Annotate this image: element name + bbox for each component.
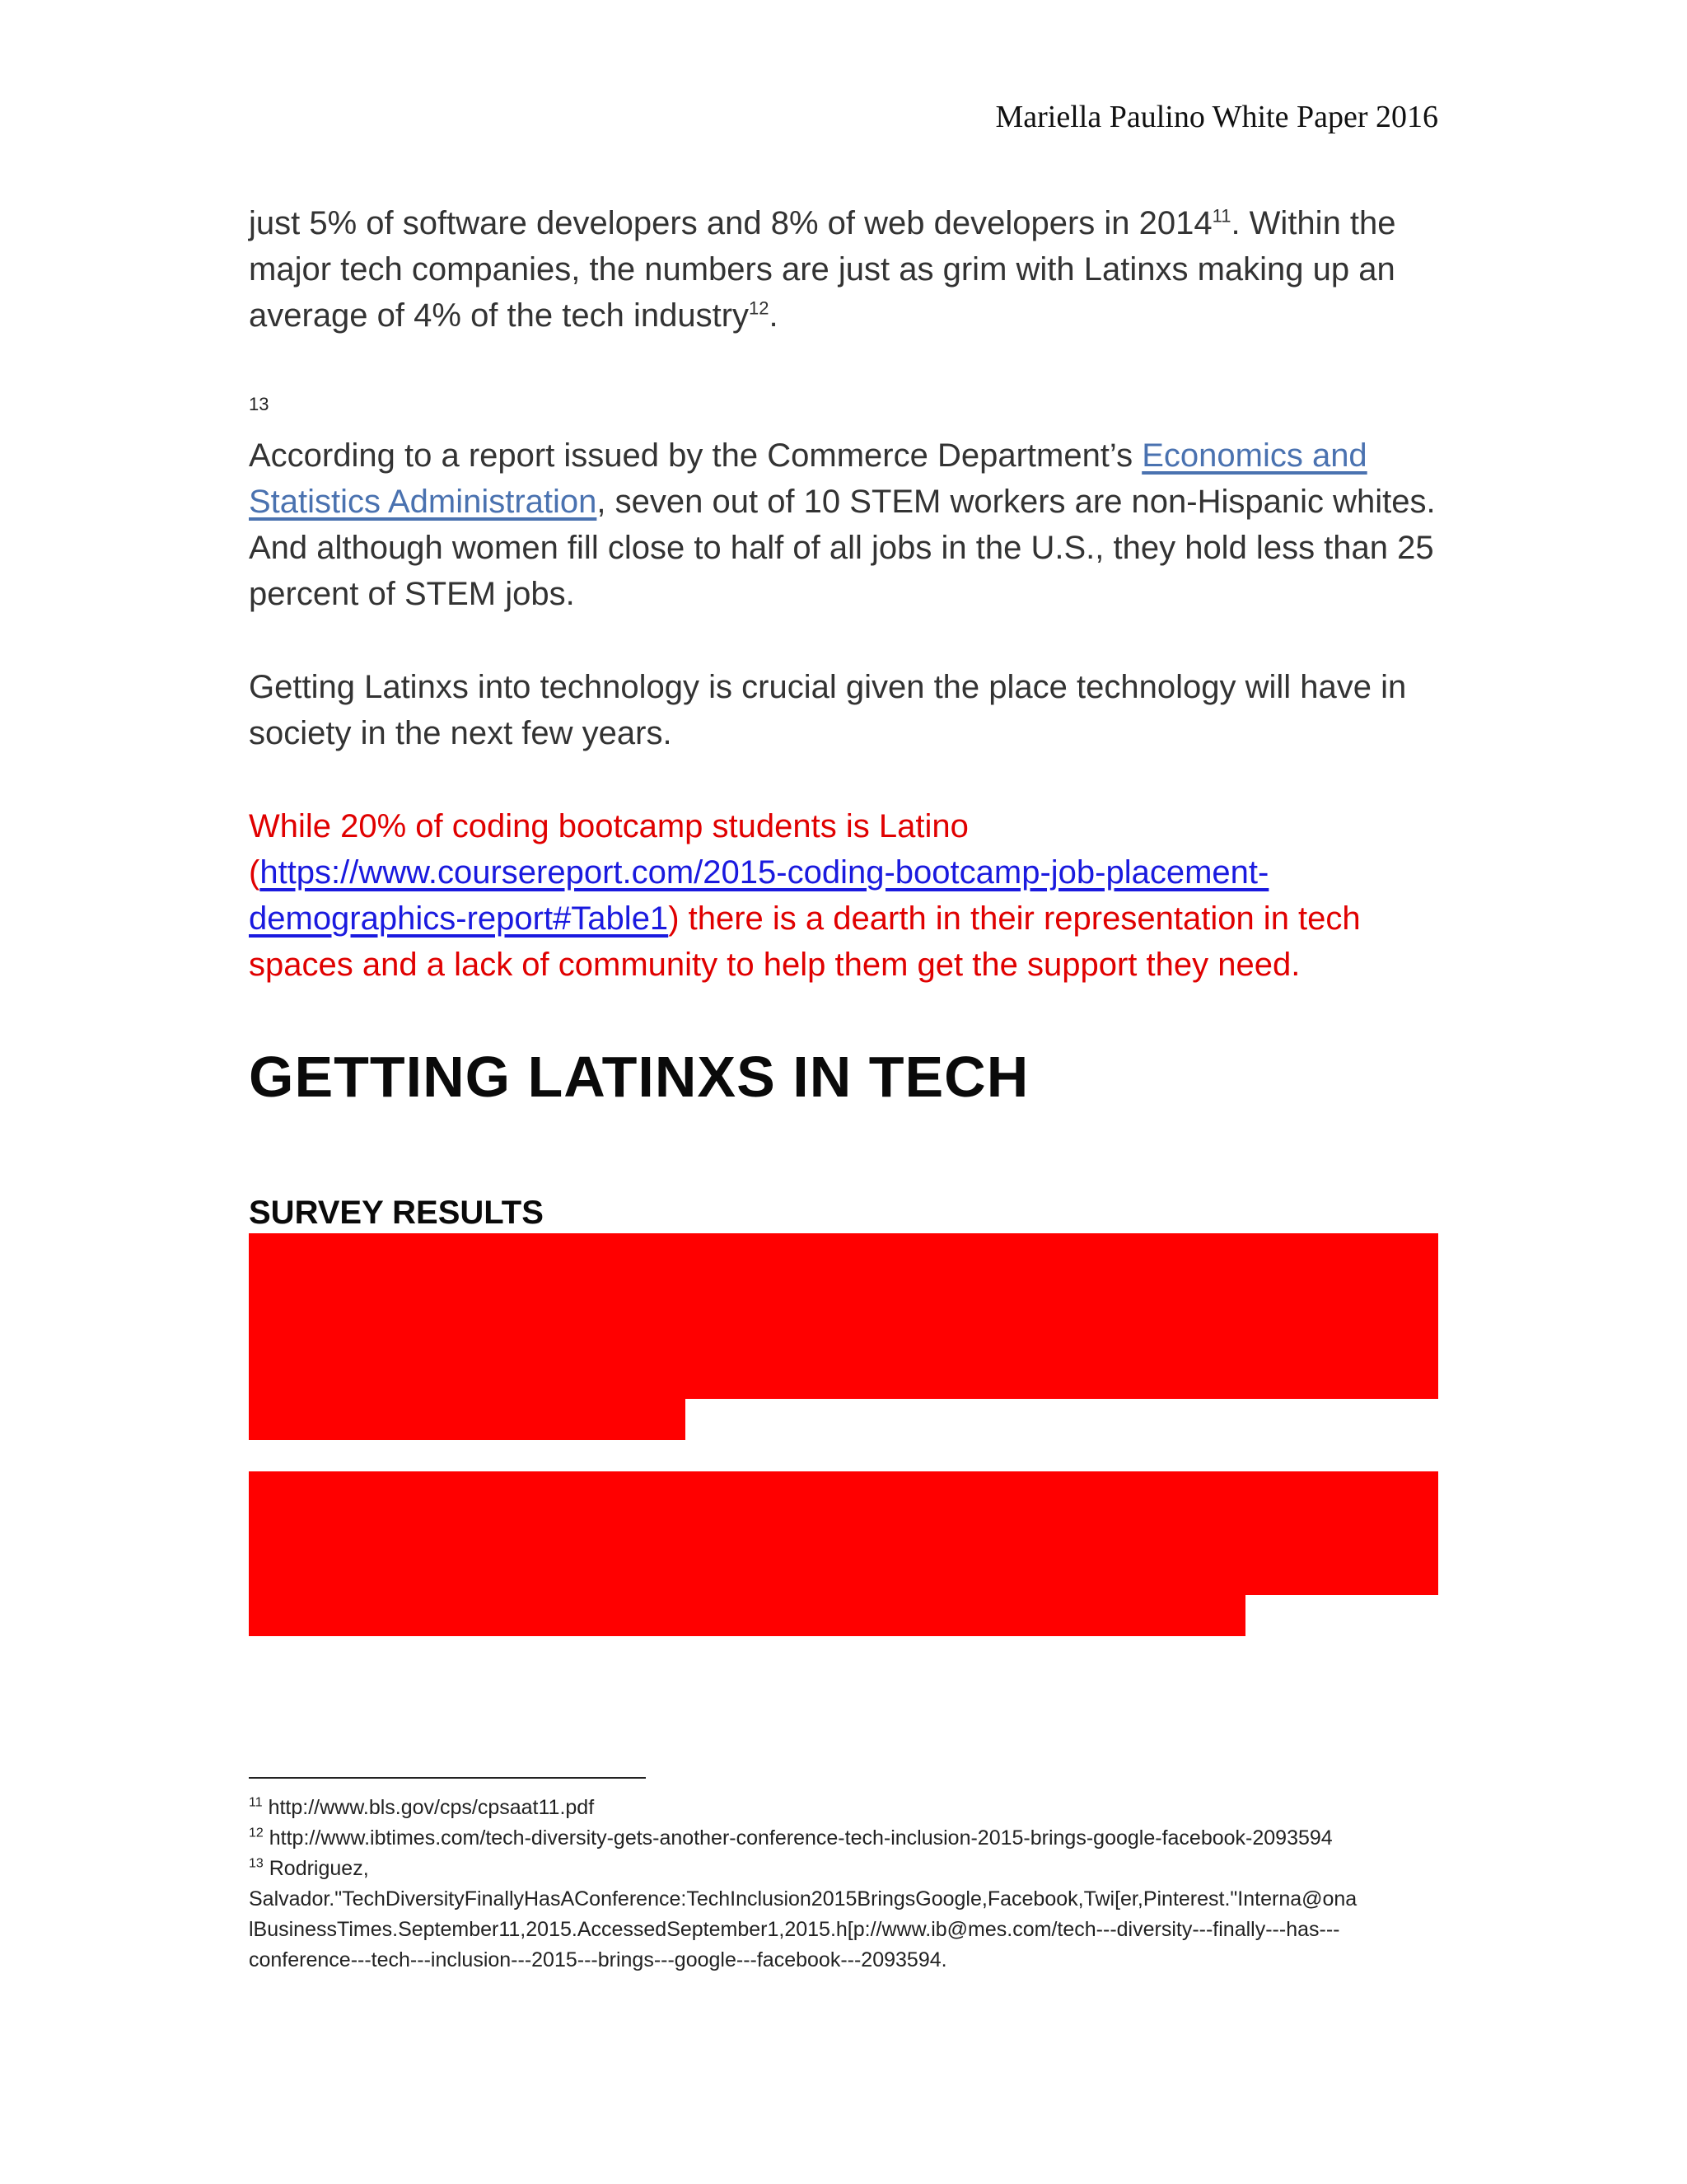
footnote-url[interactable]: http://www.bls.gov/cps/cpsaat11.pdf	[268, 1796, 595, 1819]
paragraph-latinx-stats	[249, 200, 1438, 339]
footnote-text: Rodriguez,	[269, 1857, 369, 1880]
paragraph-text: ) there is a dearth in their representation in tech spaces and a lack of community to help them get the support they need.	[249, 900, 1361, 983]
paragraph-text: . Within the major tech companies, the numbers are just as grim with Latinxs making up an average of 4% of the tech industry	[249, 205, 1396, 334]
paragraph-text: , seven out of 10 STEM workers are non-Hispanic whites. And although women fill close to half of all jobs in the U.S., they hold less than 25 percent of STEM jobs.	[249, 484, 1436, 612]
paragraph-text: While 20% of coding bootcamp students is Latino (	[249, 808, 969, 891]
footnote-number: 13	[249, 1856, 264, 1871]
footnote-number: 11	[249, 1795, 263, 1810]
paragraph-text: .	[769, 297, 778, 334]
coursereport-link[interactable]: https://www.coursereport.com/2015-coding-bootcamp-job-placement-demographics-report#Table1	[249, 854, 1269, 937]
footnote-ref-12[interactable]: 12	[749, 297, 769, 319]
footnote-13-line: lBusinessTimes.September11,2015.AccessedSeptember1,2015.h[p://www.ib@mes.com/tech---diversity---finally---has---	[249, 1918, 1340, 1941]
footnote-number: 12	[249, 1826, 264, 1840]
economics-statistics-link[interactable]: Economics and Statistics Administration	[249, 437, 1367, 520]
redaction-block	[249, 1233, 1438, 1399]
subsection-heading: SURVEY RESULTS	[249, 1195, 544, 1231]
footnote-11	[249, 1793, 1451, 1823]
page-header: Mariella Paulino White Paper 2016	[995, 100, 1438, 134]
footnote-ref-11[interactable]: 11	[1212, 205, 1231, 227]
redaction-block	[249, 1471, 1438, 1595]
paragraph-bootcamp	[249, 803, 1438, 988]
paragraph-text: just 5% of software developers and 8% of web developers in 2014	[249, 205, 1213, 241]
footnotes	[249, 1793, 1451, 1976]
footnote-divider	[249, 1777, 646, 1779]
redaction-block	[249, 1595, 1245, 1636]
section-heading: GETTING LATINXS IN TECH	[249, 1045, 1030, 1109]
footnote-13-line: Salvador."TechDiversityFinallyHasAConference:TechInclusion2015BringsGoogle,Facebook,Twi[er,Pinterest."Interna@ona	[249, 1887, 1358, 1910]
footnote-12	[249, 1823, 1451, 1854]
paragraph-commerce-report	[249, 433, 1438, 617]
footnote-13	[249, 1854, 1451, 1884]
paragraph-text: According to a report issued by the Commerce Department’s	[249, 437, 1143, 474]
footnote-url[interactable]: http://www.ibtimes.com/tech-diversity-gets-another-conference-tech-inclusion-2015-brings-google-facebook-2093594	[269, 1826, 1333, 1850]
footnote-ref-13[interactable]: 13	[249, 394, 269, 414]
redaction-block	[249, 1399, 685, 1440]
footnote-13-line: conference---tech---inclusion---2015---brings---google---facebook---2093594.	[249, 1948, 947, 1971]
paragraph-crucial: Getting Latinxs into technology is crucial given the place technology will have in society in the next few years.	[249, 669, 1407, 751]
